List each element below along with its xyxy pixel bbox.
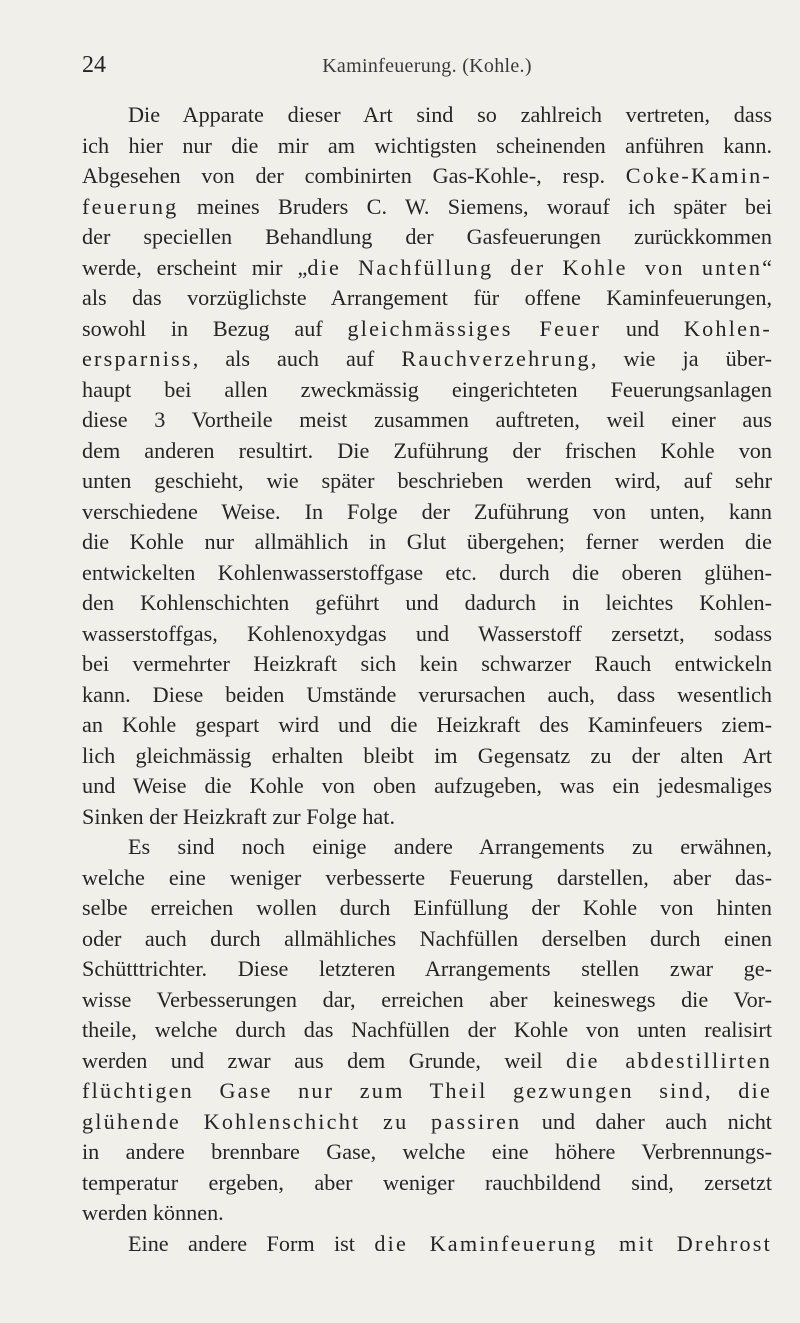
text-line: haupt bei allen zweckmässig eingerichteten Feuerungsanlagen — [82, 376, 772, 402]
text-line: selbe erreichen wollen durch Einfüllung der Kohle von hinten — [82, 895, 772, 920]
text-line: wisse Verbesserungen dar, erreichen aber keineswegs die Vor- — [82, 986, 772, 1012]
text-line: ich hier nur die mir am wichtigsten scheinenden anführen kann. — [82, 132, 772, 158]
text-line: temperatur ergeben, aber weniger rauchbildend sind, zersetzt — [82, 1169, 772, 1195]
text-line: und Weise die Kohle von oben aufzugeben, was ein jedesmaliges — [82, 773, 772, 798]
text-line: diese 3 Vortheile meist zusammen auftreten, weil einer aus — [82, 407, 772, 432]
text-line: Abgesehen von der combinirten Gas-Kohle-, resp. Coke-Kamin- — [82, 163, 772, 188]
text-line: als das vorzüglichste Arrangement für offene Kaminfeuerungen, — [82, 285, 772, 310]
spaced-emphasis: feuerung — [82, 193, 179, 219]
text-line: welche eine weniger verbesserte Feuerung darstellen, aber das- — [82, 864, 772, 890]
spaced-emphasis: die Nachfüllung der Kohle von unten — [307, 254, 763, 280]
text-line: sowohl in Bezug auf gleichmässiges Feuer und Kohlen- — [82, 315, 773, 341]
spaced-emphasis: die Kaminfeuerung mit Drehrost — [374, 1230, 772, 1256]
text-line: werden können. — [82, 1200, 224, 1225]
text-line: werde, erscheint mir „die Nachfüllung der Kohle von unten“ — [82, 254, 772, 280]
text-line: kann. Diese beiden Umstände verursachen auch, dass wesentlich — [82, 681, 772, 707]
text-line: glühende Kohlenschicht zu passiren und daher auch nicht — [82, 1108, 772, 1134]
text-line: werden und zwar aus dem Grunde, weil die abdestillirten — [82, 1047, 773, 1073]
running-title: Kaminfeuerung. (Kohle.) — [322, 55, 532, 77]
text-line: entwickelten Kohlenwasserstoffgase etc. durch die oberen glühen- — [82, 559, 772, 585]
text-line: ersparniss, als auch auf Rauchverzehrung, wie ja über- — [82, 346, 772, 371]
text-line: bei vermehrter Heizkraft sich kein schwarzer Rauch entwickeln — [82, 651, 772, 676]
spaced-emphasis: Kohlen- — [683, 315, 773, 341]
text-line: den Kohlenschichten geführt und dadurch in leichtes Kohlen- — [82, 590, 772, 615]
text-line: oder auch durch allmähliches Nachfüllen derselben durch einen — [82, 925, 772, 951]
text-line: an Kohle gespart wird und die Heizkraft des Kaminfeuers ziem- — [82, 712, 772, 737]
running-head — [82, 52, 772, 82]
text-line: Sinken der Heizkraft zur Folge hat. — [82, 803, 395, 829]
spaced-emphasis: glühende Kohlenschicht zu passiren — [82, 1108, 522, 1134]
spaced-emphasis: Coke-Kamin- — [625, 163, 772, 188]
text-line: wasserstoffgas, Kohlenoxydgas und Wasserstoff zersetzt, sodass — [82, 620, 772, 646]
text-line: der speciellen Behandlung der Gasfeuerungen zurückkommen — [82, 224, 772, 249]
text-line: verschiedene Weise. In Folge der Zuführung von unten, kann — [82, 498, 772, 524]
spaced-emphasis: ersparniss — [82, 346, 193, 371]
spaced-emphasis: Rauchverzehrung — [401, 346, 591, 371]
text-line: die Kohle nur allmählich in Glut übergehen; ferner werden die — [82, 529, 772, 554]
spaced-emphasis: die abdestillirten — [566, 1047, 773, 1073]
text-line: feuerung meines Bruders C. W. Siemens, worauf ich später bei — [82, 193, 772, 219]
text-line: Eine andere Form ist die Kaminfeuerung mit Drehrost — [128, 1230, 772, 1256]
text-line: in andere brennbare Gase, welche eine höhere Verbrennungs- — [82, 1139, 772, 1164]
text-line: theile, welche durch das Nachfüllen der Kohle von unten realisirt — [82, 1017, 772, 1042]
text-line — [82, 1076, 772, 1107]
text-line: Schütttrichter. Diese letzteren Arrangements stellen zwar ge- — [82, 956, 772, 981]
text-line: Die Apparate dieser Art sind so zahlreich vertreten, dass — [128, 102, 772, 127]
body-text — [82, 100, 772, 1259]
text-line: unten geschieht, wie später beschrieben werden wird, auf sehr — [82, 468, 772, 493]
spaced-emphasis: flüchtigen Gase nur zum Theil gezwungen sind, die — [82, 1078, 772, 1103]
page-number: 24 — [82, 52, 106, 78]
text-line: dem anderen resultirt. Die Zuführung der frischen Kohle von — [82, 437, 772, 463]
text-line: lich gleichmässig erhalten bleibt im Gegensatz zu der alten Art — [82, 742, 772, 768]
text-line: Es sind noch einige andere Arrangements zu erwähnen, — [128, 834, 772, 859]
spaced-emphasis: gleichmässiges Feuer — [347, 315, 602, 341]
